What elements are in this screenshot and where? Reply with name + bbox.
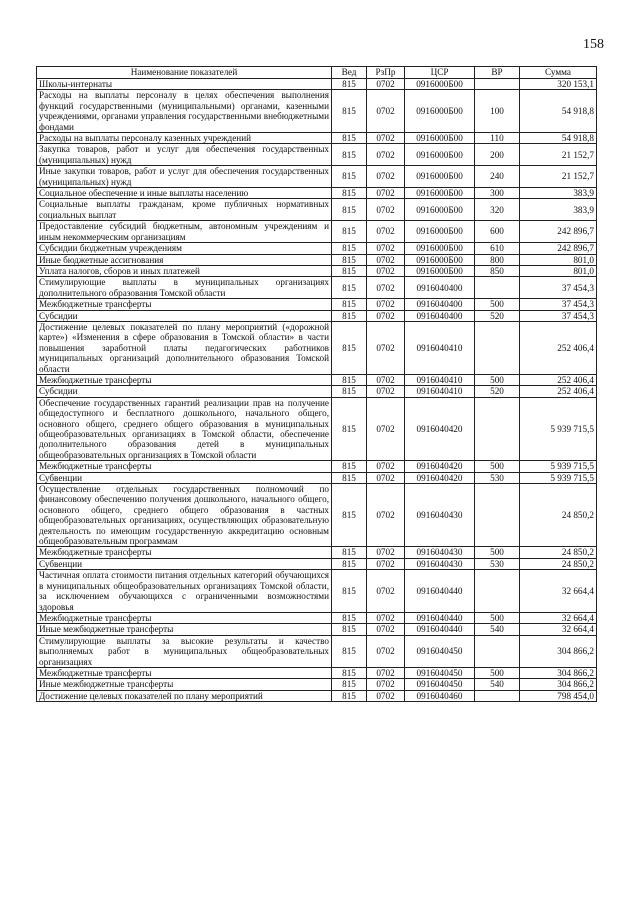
row-vr: 530 — [475, 558, 520, 569]
row-sum: 242 896,7 — [520, 221, 597, 243]
row-csr: 0916000Б00 — [405, 254, 475, 265]
row-csr: 0916040420 — [405, 461, 475, 472]
row-ved: 815 — [332, 570, 367, 613]
row-vr: 500 — [475, 461, 520, 472]
row-rzpr: 0702 — [367, 397, 405, 460]
row-rzpr: 0702 — [367, 386, 405, 397]
row-csr: 0916040430 — [405, 558, 475, 569]
row-name: Предоставление субсидий бюджетным, автономным учреждениям и иным некоммерческим организациям — [37, 221, 332, 243]
row-ved: 815 — [332, 667, 367, 678]
header-name: Наименование показателей — [37, 67, 332, 79]
row-vr: 240 — [475, 166, 520, 188]
row-csr: 0916000Б00 — [405, 79, 475, 90]
row-csr: 0916040420 — [405, 472, 475, 483]
row-vr: 520 — [475, 386, 520, 397]
table-row — [37, 265, 597, 276]
row-rzpr: 0702 — [367, 558, 405, 569]
row-name: Социальные выплаты гражданам, кроме публичных нормативных социальных выплат — [37, 199, 332, 221]
row-ved: 815 — [332, 243, 367, 254]
row-vr: 850 — [475, 265, 520, 276]
row-vr: 540 — [475, 679, 520, 690]
row-ved: 815 — [332, 321, 367, 374]
row-ved: 815 — [332, 624, 367, 635]
row-ved: 815 — [332, 90, 367, 133]
table-row — [37, 277, 597, 299]
row-sum: 32 664,4 — [520, 570, 597, 613]
row-name: Межбюджетные трансферты — [37, 667, 332, 678]
row-name: Субвенции — [37, 558, 332, 569]
row-csr: 0916000Б00 — [405, 188, 475, 199]
row-rzpr: 0702 — [367, 254, 405, 265]
row-vr: 320 — [475, 199, 520, 221]
row-sum: 801,0 — [520, 265, 597, 276]
row-vr: 500 — [475, 547, 520, 558]
table-row — [37, 374, 597, 385]
row-sum: 37 454,3 — [520, 310, 597, 321]
table-row — [37, 612, 597, 623]
row-sum: 5 939 715,5 — [520, 472, 597, 483]
row-csr: 0916000Б00 — [405, 133, 475, 144]
row-vr: 540 — [475, 624, 520, 635]
row-ved: 815 — [332, 277, 367, 299]
row-ved: 815 — [332, 254, 367, 265]
row-rzpr: 0702 — [367, 374, 405, 385]
row-ved: 815 — [332, 79, 367, 90]
row-sum: 24 850,2 — [520, 547, 597, 558]
row-vr: 500 — [475, 299, 520, 310]
row-csr: 0916040410 — [405, 321, 475, 374]
row-sum: 252 406,4 — [520, 374, 597, 385]
row-name: Межбюджетные трансферты — [37, 461, 332, 472]
table-row — [37, 461, 597, 472]
row-sum: 801,0 — [520, 254, 597, 265]
table-row — [37, 690, 597, 701]
row-name: Обеспечение государственных гарантий реализации прав на получение общедоступного и бесплатного дошкольного, начального общего, основного общего, среднего общего образования в муниципальных общеобразовательных организациях в Томской области, обеспечение дополнительного образования детей в муниципальных общеобразовательных организациях в Томской области — [37, 397, 332, 460]
row-sum: 21 152,7 — [520, 144, 597, 166]
row-vr — [475, 79, 520, 90]
row-csr: 0916040430 — [405, 547, 475, 558]
row-rzpr: 0702 — [367, 461, 405, 472]
row-sum: 21 152,7 — [520, 166, 597, 188]
row-sum: 252 406,4 — [520, 386, 597, 397]
row-csr: 0916040440 — [405, 570, 475, 613]
row-vr: 520 — [475, 310, 520, 321]
row-ved: 815 — [332, 299, 367, 310]
row-name: Закупка товаров, работ и услуг для обеспечения государственных (муниципальных) нужд — [37, 144, 332, 166]
row-vr — [475, 690, 520, 701]
row-rzpr: 0702 — [367, 310, 405, 321]
row-csr: 0916040410 — [405, 386, 475, 397]
row-sum: 54 918,8 — [520, 90, 597, 133]
row-ved: 815 — [332, 547, 367, 558]
table-row — [37, 386, 597, 397]
row-csr: 0916040400 — [405, 277, 475, 299]
row-ved: 815 — [332, 635, 367, 667]
row-name: Субвенции — [37, 472, 332, 483]
row-rzpr: 0702 — [367, 612, 405, 623]
table-row — [37, 199, 597, 221]
table-row — [37, 397, 597, 460]
row-ved: 815 — [332, 397, 367, 460]
row-vr — [475, 484, 520, 547]
row-csr: 0916040450 — [405, 679, 475, 690]
row-rzpr: 0702 — [367, 265, 405, 276]
row-ved: 815 — [332, 472, 367, 483]
row-vr: 600 — [475, 221, 520, 243]
row-name: Субсидии — [37, 310, 332, 321]
row-rzpr: 0702 — [367, 144, 405, 166]
row-sum: 383,9 — [520, 188, 597, 199]
row-sum: 320 153,1 — [520, 79, 597, 90]
row-vr: 800 — [475, 254, 520, 265]
row-name: Иные межбюджетные трансферты — [37, 679, 332, 690]
row-sum: 383,9 — [520, 199, 597, 221]
table-row — [37, 321, 597, 374]
budget-table — [36, 66, 597, 702]
row-name: Расходы на выплаты персоналу в целях обеспечения выполнения функций государственными (муниципальными) органами, казенными учреждениями, органами управления государственными внебюджетными фондами — [37, 90, 332, 133]
row-csr: 0916040410 — [405, 374, 475, 385]
row-rzpr: 0702 — [367, 321, 405, 374]
row-name: Достижение целевых показателей по плану мероприятий — [37, 690, 332, 701]
row-csr: 0916040400 — [405, 310, 475, 321]
row-rzpr: 0702 — [367, 243, 405, 254]
row-csr: 0916000Б00 — [405, 166, 475, 188]
table-row — [37, 484, 597, 547]
row-name: Иные бюджетные ассигнования — [37, 254, 332, 265]
row-name: Межбюджетные трансферты — [37, 299, 332, 310]
row-sum: 24 850,2 — [520, 484, 597, 547]
row-name: Межбюджетные трансферты — [37, 612, 332, 623]
row-rzpr: 0702 — [367, 624, 405, 635]
row-name: Достижение целевых показателей по плану мероприятий («дорожной карте») «Изменения в сфере образования в Томской области» в части повышения заработной платы педагогических работников муниципальных организаций дополнительного образования Томской области — [37, 321, 332, 374]
row-name: Уплата налогов, сборов и иных платежей — [37, 265, 332, 276]
row-rzpr: 0702 — [367, 570, 405, 613]
row-sum: 304 866,2 — [520, 667, 597, 678]
header-rzpr: РзПр — [367, 67, 405, 79]
header-vr: ВР — [475, 67, 520, 79]
table-row — [37, 472, 597, 483]
row-vr: 610 — [475, 243, 520, 254]
row-sum: 242 896,7 — [520, 243, 597, 254]
row-name: Стимулирующие выплаты в муниципальных организациях дополнительного образования Томской области — [37, 277, 332, 299]
row-csr: 0916040450 — [405, 667, 475, 678]
row-vr: 500 — [475, 667, 520, 678]
table-header-row — [37, 67, 597, 79]
row-csr: 0916040440 — [405, 612, 475, 623]
row-name: Стимулирующие выплаты за высокие результаты и качество выполняемых работ в муниципальных общеобразовательных организациях — [37, 635, 332, 667]
row-sum: 37 454,3 — [520, 299, 597, 310]
row-csr: 0916000Б00 — [405, 265, 475, 276]
row-ved: 815 — [332, 612, 367, 623]
row-csr: 0916000Б00 — [405, 199, 475, 221]
row-rzpr: 0702 — [367, 188, 405, 199]
row-rzpr: 0702 — [367, 133, 405, 144]
row-name: Межбюджетные трансферты — [37, 547, 332, 558]
row-vr: 200 — [475, 144, 520, 166]
row-rzpr: 0702 — [367, 679, 405, 690]
row-ved: 815 — [332, 484, 367, 547]
row-rzpr: 0702 — [367, 166, 405, 188]
table-row — [37, 635, 597, 667]
row-rzpr: 0702 — [367, 79, 405, 90]
row-sum: 5 939 715,5 — [520, 397, 597, 460]
row-vr: 500 — [475, 612, 520, 623]
table-row — [37, 243, 597, 254]
row-csr: 0916000Б00 — [405, 221, 475, 243]
row-name: Субсидии бюджетным учреждениям — [37, 243, 332, 254]
row-csr: 0916040460 — [405, 690, 475, 701]
row-vr — [475, 277, 520, 299]
row-rzpr: 0702 — [367, 690, 405, 701]
row-ved: 815 — [332, 386, 367, 397]
row-sum: 304 866,2 — [520, 679, 597, 690]
row-vr: 100 — [475, 90, 520, 133]
row-rzpr: 0702 — [367, 635, 405, 667]
row-vr: 110 — [475, 133, 520, 144]
row-sum: 252 406,4 — [520, 321, 597, 374]
row-name: Иные закупки товаров, работ и услуг для обеспечения государственных (муниципальных) нужд — [37, 166, 332, 188]
row-sum: 32 664,4 — [520, 612, 597, 623]
row-vr: 500 — [475, 374, 520, 385]
table-row — [37, 166, 597, 188]
row-name: Осуществление отдельных государственных полномочий по финансовому обеспечению получения дошкольного, начального общего, основного общего, среднего общего образования в частных общеобразовательных организациях, осуществляющих образовательную деятельность по имеющим государственную аккредитацию основным общеобразовательным программам — [37, 484, 332, 547]
row-ved: 815 — [332, 265, 367, 276]
table-row — [37, 133, 597, 144]
row-ved: 815 — [332, 558, 367, 569]
table-row — [37, 188, 597, 199]
row-name: Частичная оплата стоимости питания отдельных категорий обучающихся в муниципальных общеобразовательных организациях Томской области, за исключением обучающихся с ограниченными возможностями здоровья — [37, 570, 332, 613]
row-vr — [475, 570, 520, 613]
table-row — [37, 254, 597, 265]
row-rzpr: 0702 — [367, 667, 405, 678]
row-rzpr: 0702 — [367, 199, 405, 221]
table-row — [37, 90, 597, 133]
row-rzpr: 0702 — [367, 299, 405, 310]
table-row — [37, 221, 597, 243]
header-ved: Вед — [332, 67, 367, 79]
row-csr: 0916040430 — [405, 484, 475, 547]
row-ved: 815 — [332, 461, 367, 472]
row-name: Межбюджетные трансферты — [37, 374, 332, 385]
row-ved: 815 — [332, 690, 367, 701]
row-sum: 54 918,8 — [520, 133, 597, 144]
row-ved: 815 — [332, 199, 367, 221]
row-vr: 530 — [475, 472, 520, 483]
row-sum: 37 454,3 — [520, 277, 597, 299]
page-number: 158 — [583, 37, 604, 52]
row-vr — [475, 397, 520, 460]
row-name: Иные межбюджетные трансферты — [37, 624, 332, 635]
row-vr — [475, 635, 520, 667]
row-vr: 300 — [475, 188, 520, 199]
row-sum: 24 850,2 — [520, 558, 597, 569]
row-rzpr: 0702 — [367, 472, 405, 483]
row-rzpr: 0702 — [367, 547, 405, 558]
row-csr: 0916000Б00 — [405, 144, 475, 166]
row-rzpr: 0702 — [367, 90, 405, 133]
table-row — [37, 144, 597, 166]
row-csr: 0916040420 — [405, 397, 475, 460]
table-row — [37, 667, 597, 678]
row-sum: 5 939 715,5 — [520, 461, 597, 472]
header-sum: Сумма — [520, 67, 597, 79]
row-name: Школы-интернаты — [37, 79, 332, 90]
header-csr: ЦСР — [405, 67, 475, 79]
row-ved: 815 — [332, 374, 367, 385]
row-name: Социальное обеспечение и иные выплаты населению — [37, 188, 332, 199]
row-ved: 815 — [332, 144, 367, 166]
row-vr — [475, 321, 520, 374]
row-sum: 798 454,0 — [520, 690, 597, 701]
row-ved: 815 — [332, 188, 367, 199]
row-csr: 0916000Б00 — [405, 90, 475, 133]
row-rzpr: 0702 — [367, 484, 405, 547]
table-row — [37, 570, 597, 613]
row-ved: 815 — [332, 133, 367, 144]
row-ved: 815 — [332, 310, 367, 321]
table-row — [37, 79, 597, 90]
table-row — [37, 547, 597, 558]
row-rzpr: 0702 — [367, 277, 405, 299]
row-csr: 0916040400 — [405, 299, 475, 310]
table-row — [37, 310, 597, 321]
row-sum: 32 664,4 — [520, 624, 597, 635]
row-csr: 0916040450 — [405, 635, 475, 667]
row-rzpr: 0702 — [367, 221, 405, 243]
row-name: Расходы на выплаты персоналу казенных учреждений — [37, 133, 332, 144]
table-row — [37, 558, 597, 569]
row-sum: 304 866,2 — [520, 635, 597, 667]
row-name: Субсидии — [37, 386, 332, 397]
table-row — [37, 679, 597, 690]
row-ved: 815 — [332, 166, 367, 188]
row-csr: 0916040440 — [405, 624, 475, 635]
row-ved: 815 — [332, 679, 367, 690]
table-row — [37, 624, 597, 635]
row-csr: 0916000Б00 — [405, 243, 475, 254]
row-ved: 815 — [332, 221, 367, 243]
table-row — [37, 299, 597, 310]
